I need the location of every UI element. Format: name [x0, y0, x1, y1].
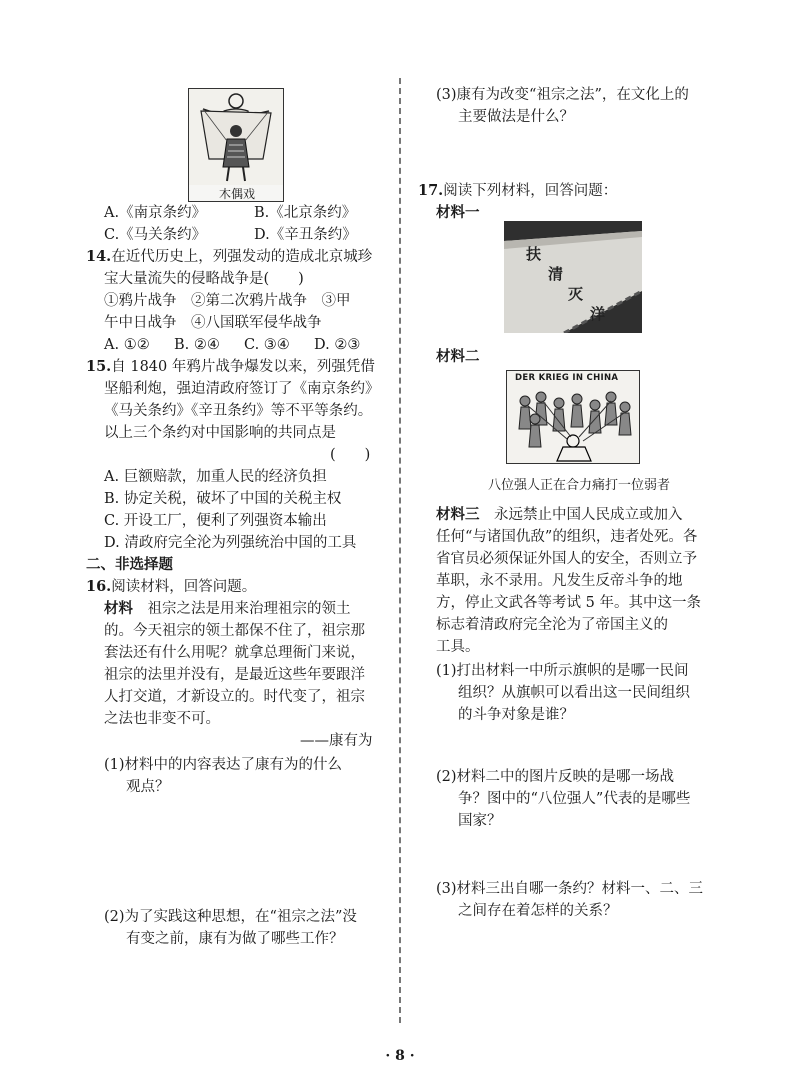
- q16-material-label: 材料: [104, 600, 133, 617]
- q14-number: 14.: [86, 248, 112, 265]
- q15-stem-4: 以上三个条约对中国影响的共同点是: [104, 425, 336, 441]
- q17-material3-text-5: 方，停止文武各等考试 5 年。其中这一条: [436, 595, 701, 611]
- page-number: · 8 ·: [385, 1048, 415, 1064]
- cartoon-title: DER KRIEG IN CHINA: [515, 373, 619, 383]
- q15-option-c[interactable]: C. 开设工厂，便利了列强资本输出: [104, 513, 327, 529]
- column-divider: [399, 78, 401, 1023]
- banner-char-2: 清: [548, 265, 564, 283]
- q17-sub2-line1: (2)材料二中的图片反映的是哪一场战: [436, 769, 675, 785]
- q13-option-c[interactable]: C.《马关条约》: [104, 227, 207, 243]
- q17-line1: [418, 180, 617, 202]
- q14-options: [104, 334, 360, 356]
- banner-char-3: 灭: [568, 285, 584, 303]
- q16-material-text-6: 之法也非变不可。: [104, 711, 220, 727]
- q17-stem: 阅读下列材料，回答问题：: [443, 183, 618, 199]
- q16-line1: [86, 576, 256, 598]
- q16-material-line1: [104, 598, 351, 620]
- q17-sub1-line1: (1)打出材料一中所示旗帜的是哪一民间: [436, 663, 689, 679]
- q14-items-2: 午中日战争 ④八国联军侵华战争: [104, 315, 322, 331]
- q16-material-text-2: 的。今天祖宗的领土都保不住了，祖宗那: [104, 623, 365, 639]
- q17-material2-label: 材料二: [436, 348, 480, 365]
- q14-line1: [86, 246, 372, 268]
- q15-option-a[interactable]: A. 巨额赔款，加重人民的经济负担: [104, 469, 327, 485]
- q16-number: 16.: [86, 578, 112, 595]
- q14-option-b[interactable]: B. ②④: [174, 337, 220, 353]
- q16-material-text-5: 人打交道，才新设立的。时代变了，祖宗: [104, 689, 365, 705]
- cartoon-caption: 八位强人正在合力痛打一位弱者: [488, 478, 671, 493]
- q16-material-text-4: 祖宗的法里并没有，是最近这些年要跟洋: [104, 667, 365, 683]
- q15-option-d[interactable]: D. 清政府完全沦为列强统治中国的工具: [104, 535, 357, 551]
- q15-stem-2: 坚船利炮，强迫清政府签订了《南京条约》: [104, 381, 380, 397]
- q17-sub1-line2: 组织？从旗帜可以看出这一民间组织: [458, 685, 690, 701]
- q14-items-1: ①鸦片战争 ②第二次鸦片战争 ③甲: [104, 293, 351, 309]
- q15-line1: [86, 356, 375, 378]
- q14-stem-2: 宝大量流失的侵略战争是( ): [104, 271, 304, 287]
- q16-sub2-line1: (2)为了实践这种思想，在“祖宗之法”没: [104, 909, 357, 925]
- q17-material3-text-6: 标志着清政府完全沦为了帝国主义的: [436, 617, 668, 633]
- q15-answer-bracket[interactable]: ( ): [330, 447, 371, 463]
- war-in-china-cartoon: [506, 370, 640, 464]
- q14-option-c[interactable]: C. ③④: [244, 337, 290, 353]
- q15-stem-1: 自 1840 年鸦片战争爆发以来，列强凭借: [111, 359, 375, 375]
- banner-char-1: 扶: [526, 245, 542, 263]
- q17-material1-label: 材料一: [436, 204, 480, 221]
- puppet-figure-caption: 木偶戏: [219, 187, 256, 201]
- q13-option-d[interactable]: D.《辛丑条约》: [254, 227, 357, 243]
- q16-attribution: ——康有为: [300, 733, 373, 749]
- q14-option-a[interactable]: A. ①②: [104, 337, 150, 353]
- banner-illustration: [504, 221, 642, 333]
- cartoon-illustration: [507, 385, 639, 463]
- q16-sub3-line1: (3)康有为改变“祖宗之法”，在文化上的: [436, 87, 689, 103]
- q17-material3-text-3: 省官员必须保证外国人的安全，否则立予: [436, 551, 697, 567]
- q17-sub3-line2: 之间存在着怎样的关系？: [458, 903, 618, 919]
- q14-option-d[interactable]: D. ②③: [314, 337, 361, 353]
- q16-stem: 阅读材料，回答问题。: [111, 579, 257, 595]
- q16-sub1-line1: (1)材料中的内容表达了康有为的什么: [104, 757, 343, 773]
- q17-sub2-line3: 国家？: [458, 813, 502, 829]
- q17-sub2-line2: 争？图中的“八位强人”代表的是哪些: [458, 791, 691, 807]
- q17-material3-line1: [436, 504, 683, 526]
- q15-number: 15.: [86, 358, 112, 375]
- puppet-show-figure: [188, 88, 284, 202]
- boxer-banner-photo: [504, 221, 642, 333]
- q17-material3-text-2: 任何“与诸国仇敌”的组织，违者处死。各: [436, 529, 698, 545]
- q13-option-b[interactable]: B.《北京条约》: [254, 205, 357, 221]
- q15-option-b[interactable]: B. 协定关税，破坏了中国的关税主权: [104, 491, 342, 507]
- q16-sub1-line2: 观点？: [126, 779, 170, 795]
- q16-sub3-line2: 主要做法是什么？: [458, 109, 574, 125]
- q16-sub2-line2: 有变之前，康有为做了哪些工作？: [126, 931, 344, 947]
- q16-material-text-1: 祖宗之法是用来治理祖宗的领土: [133, 601, 351, 617]
- q17-material3-text-1: 永远禁止中国人民成立或加入: [479, 507, 683, 523]
- q17-material3-text-4: 革职，永不录用。凡发生反帝斗争的地: [436, 573, 683, 589]
- q13-options-row1: [104, 202, 356, 224]
- q17-sub3-line1: (3)材料三出自哪一条约？材料一、二、三: [436, 881, 704, 897]
- banner-char-4: 洋: [590, 305, 606, 323]
- q17-number: 17.: [418, 182, 444, 199]
- q17-material3-label: 材料三: [436, 506, 480, 523]
- q13-option-a[interactable]: A.《南京条约》: [104, 205, 207, 221]
- q14-stem-1: 在近代历史上，列强发动的造成北京城珍: [111, 249, 373, 265]
- q16-material-text-3: 套法还有什么用呢？就拿总理衙门来说，: [104, 645, 365, 661]
- q15-stem-3: 《马关条约》《辛丑条约》等不平等条约。: [104, 403, 373, 419]
- q17-sub1-line3: 的斗争对象是谁？: [458, 707, 574, 723]
- section-title-non-choice: 二、非选择题: [86, 556, 173, 573]
- q13-options-row2: [104, 224, 357, 246]
- q17-material3-text-7: 工具。: [436, 639, 480, 655]
- puppet-illustration: [189, 89, 283, 185]
